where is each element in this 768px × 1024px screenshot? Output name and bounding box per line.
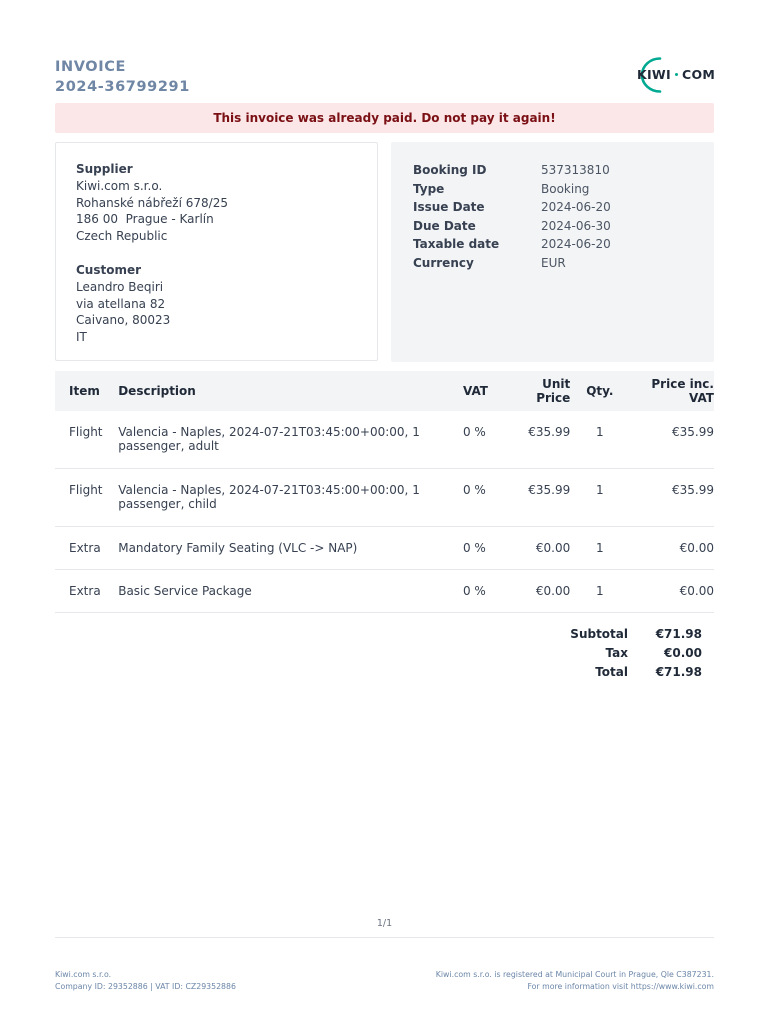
items-table — [55, 371, 714, 613]
footer-legal-info — [436, 969, 714, 993]
invoice-number: 2024-36799291 — [55, 79, 190, 95]
row-item: Extra — [69, 584, 101, 598]
meta-value: 2024-06-20 — [541, 200, 611, 215]
footer-registration: Kiwi.com s.r.o. is registered at Municipal Court in Prague, Qle C387231. — [435, 970, 714, 979]
header-qty: Qty. — [586, 384, 614, 398]
total-row — [548, 663, 702, 682]
subtotal-row — [548, 625, 702, 644]
row-vat: 0 % — [462, 425, 486, 439]
header-price-inc-vat: Price inc. VAT — [651, 377, 714, 405]
meta-value: Booking — [541, 181, 590, 196]
header-unit-price: Unit Price — [536, 377, 571, 405]
subtotal-label: Subtotal — [570, 627, 628, 641]
logo-dot-icon — [675, 73, 678, 76]
table-row — [55, 570, 714, 613]
row-item: Extra — [69, 541, 101, 555]
meta-key: Issue Date — [413, 200, 485, 215]
supplier-line: Rohanské nábřeží 678/25 — [76, 195, 228, 210]
row-description: Mandatory Family Seating (VLC -> NAP) — [118, 541, 358, 555]
row-item: Flight — [69, 425, 103, 439]
total-value: €71.98 — [655, 664, 702, 679]
row-qty: 1 — [595, 483, 604, 497]
logo-wordmark — [637, 67, 715, 82]
footer-divider — [55, 937, 714, 938]
meta-key: Due Date — [413, 218, 476, 233]
supplier-label: Supplier — [76, 162, 133, 176]
row-description: Basic Service Package — [118, 584, 252, 598]
totals-block — [548, 625, 702, 681]
footer-company-info — [55, 969, 236, 993]
meta-key: Currency — [413, 255, 474, 270]
row-description: Valencia - Naples, 2024-07-21T03:45:00+00:00, 1 passenger, adult — [118, 425, 420, 453]
supplier-line: 186 00 Prague - Karlín — [76, 212, 214, 227]
meta-value: 537313810 — [541, 163, 610, 177]
invoice-title: INVOICE — [55, 59, 126, 75]
row-price-inc-vat: €0.00 — [679, 584, 714, 598]
row-qty: 1 — [595, 584, 604, 598]
meta-key: Booking ID — [413, 163, 487, 177]
kiwi-logo[interactable] — [630, 55, 714, 95]
meta-value: 2024-06-20 — [541, 237, 611, 252]
meta-row — [413, 217, 692, 236]
table-row — [55, 469, 714, 527]
footer-company-ids: Company ID: 29352886 | VAT ID: CZ29352886 — [55, 982, 236, 991]
meta-row — [413, 254, 692, 273]
customer-line: Caivano, 80023 — [76, 313, 171, 328]
customer-block — [76, 262, 357, 346]
invoice-title-block — [55, 57, 190, 97]
meta-row — [413, 180, 692, 199]
row-qty: 1 — [595, 425, 604, 439]
row-vat: 0 % — [462, 584, 486, 598]
row-item: Flight — [69, 483, 103, 497]
tax-row — [548, 644, 702, 663]
logo-text-left: KIWI — [637, 67, 671, 82]
items-table-header — [55, 371, 714, 411]
logo-text-right: COM — [681, 67, 716, 82]
meta-row — [413, 198, 692, 217]
booking-meta-box — [391, 142, 714, 362]
header-description: Description — [118, 384, 196, 398]
table-row — [55, 411, 714, 469]
table-row — [55, 527, 714, 570]
row-unit-price: €0.00 — [535, 541, 571, 555]
customer-line: IT — [76, 330, 87, 345]
row-description: Valencia - Naples, 2024-07-21T03:45:00+00:00, 1 passenger, child — [118, 483, 420, 511]
customer-line: Leandro Beqiri — [76, 279, 164, 294]
row-price-inc-vat: €35.99 — [671, 483, 714, 497]
parties-box — [55, 142, 378, 361]
meta-key: Taxable date — [413, 237, 500, 252]
meta-key: Type — [413, 181, 445, 196]
meta-row — [413, 235, 692, 254]
meta-row — [413, 161, 692, 180]
meta-value: EUR — [541, 255, 566, 270]
footer-more-info-link[interactable]: For more information visit https://www.kiwi.com — [527, 982, 714, 991]
row-unit-price: €35.99 — [528, 483, 571, 497]
header-vat: VAT — [462, 384, 488, 398]
row-vat: 0 % — [462, 483, 486, 497]
header-item: Item — [69, 384, 100, 398]
total-label: Total — [595, 664, 628, 679]
row-qty: 1 — [595, 541, 604, 555]
meta-value: 2024-06-30 — [541, 218, 611, 233]
subtotal-value: €71.98 — [655, 627, 702, 641]
customer-line: via atellana 82 — [76, 296, 166, 311]
row-price-inc-vat: €35.99 — [671, 425, 714, 439]
row-vat: 0 % — [462, 541, 486, 555]
row-unit-price: €0.00 — [535, 584, 571, 598]
tax-value: €0.00 — [664, 645, 702, 660]
footer-company-name: Kiwi.com s.r.o. — [55, 970, 112, 979]
paid-warning-banner: This invoice was already paid. Do not pay it again! — [55, 103, 714, 133]
supplier-line: Kiwi.com s.r.o. — [76, 178, 163, 193]
customer-label: Customer — [76, 262, 142, 277]
row-unit-price: €35.99 — [528, 425, 571, 439]
supplier-line: Czech Republic — [76, 229, 168, 244]
page-number: 1/1 — [376, 918, 393, 929]
row-price-inc-vat: €0.00 — [679, 541, 714, 555]
invoice-page — [55, 0, 714, 1024]
tax-label: Tax — [605, 645, 628, 660]
